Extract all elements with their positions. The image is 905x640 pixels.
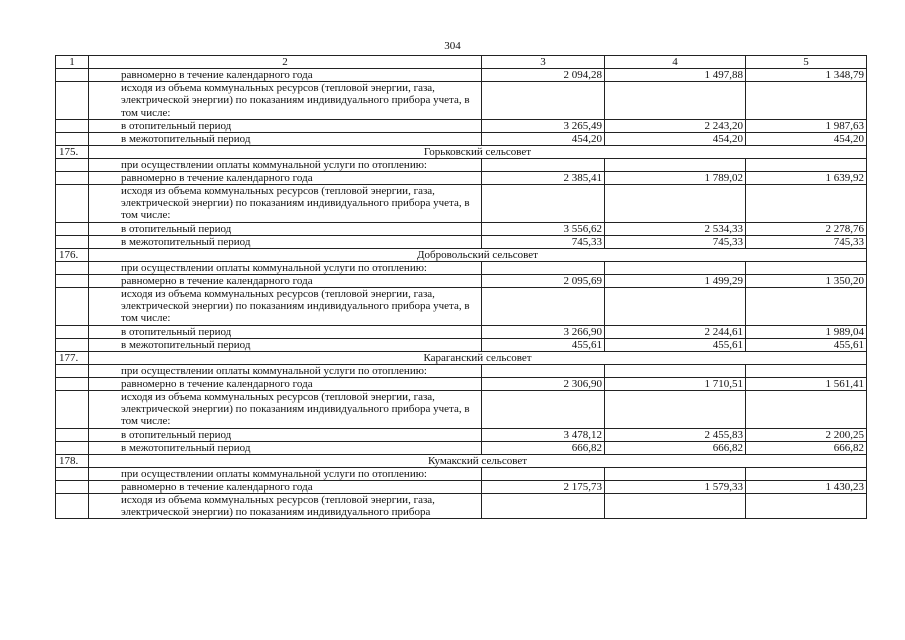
value-col-3: 2 385,41 (482, 171, 605, 184)
section-title: Добровольский сельсовет (89, 248, 867, 261)
value-col-3 (482, 390, 605, 428)
value-col-5 (746, 364, 867, 377)
value-col-4: 1 497,88 (605, 69, 746, 82)
row-label: в межотопительный период (89, 441, 482, 454)
value-col-3: 2 094,28 (482, 69, 605, 82)
value-col-5 (746, 390, 867, 428)
row-index-cell (56, 364, 89, 377)
row-index-cell (56, 184, 89, 222)
value-col-5: 745,33 (746, 235, 867, 248)
section-index: 178. (56, 454, 89, 467)
row-index-cell (56, 467, 89, 480)
table-row (56, 441, 867, 454)
value-col-5 (746, 184, 867, 222)
value-col-3 (482, 467, 605, 480)
value-col-4: 666,82 (605, 441, 746, 454)
value-col-4 (605, 261, 746, 274)
value-col-4: 2 534,33 (605, 222, 746, 235)
value-col-4: 455,61 (605, 338, 746, 351)
section-index: 177. (56, 351, 89, 364)
value-col-4 (605, 287, 746, 325)
row-index-cell (56, 132, 89, 145)
value-col-5: 1 639,92 (746, 171, 867, 184)
row-label: при осуществлении оплаты коммунальной услуги по отоплению: (89, 158, 482, 171)
table-row (56, 171, 867, 184)
section-row (56, 145, 867, 158)
row-label: исходя из объема коммунальных ресурсов (тепловой энергии, газа, электрической энергии) по показаниям индивидуального прибора учета, в том числе: (89, 390, 482, 428)
row-label: равномерно в течение календарного года (89, 274, 482, 287)
value-col-4 (605, 184, 746, 222)
row-index-cell (56, 274, 89, 287)
header-cell-5: 5 (746, 56, 867, 69)
value-col-3: 3 265,49 (482, 119, 605, 132)
value-col-3: 2 306,90 (482, 377, 605, 390)
row-label: при осуществлении оплаты коммунальной услуги по отоплению: (89, 364, 482, 377)
value-col-3 (482, 364, 605, 377)
row-index-cell (56, 235, 89, 248)
row-index-cell (56, 441, 89, 454)
table-row (56, 338, 867, 351)
row-label: в отопительный период (89, 325, 482, 338)
row-label: при осуществлении оплаты коммунальной услуги по отоплению: (89, 261, 482, 274)
value-col-5 (746, 261, 867, 274)
row-label: равномерно в течение календарного года (89, 69, 482, 82)
value-col-3 (482, 158, 605, 171)
value-col-4: 2 244,61 (605, 325, 746, 338)
table-row (56, 467, 867, 480)
row-index-cell (56, 287, 89, 325)
value-col-3: 454,20 (482, 132, 605, 145)
value-col-4: 454,20 (605, 132, 746, 145)
row-label: в отопительный период (89, 222, 482, 235)
value-col-3: 3 556,62 (482, 222, 605, 235)
row-index-cell (56, 493, 89, 519)
row-label: в отопительный период (89, 428, 482, 441)
value-col-5 (746, 82, 867, 120)
header-row (56, 56, 867, 69)
value-col-5: 666,82 (746, 441, 867, 454)
row-label: исходя из объема коммунальных ресурсов (тепловой энергии, газа, электрической энергии) по показаниям индивидуального прибора учета, в том числе: (89, 184, 482, 222)
row-label: при осуществлении оплаты коммунальной услуги по отоплению: (89, 467, 482, 480)
section-index: 175. (56, 145, 89, 158)
row-index-cell (56, 119, 89, 132)
value-col-4: 1 499,29 (605, 274, 746, 287)
value-col-4 (605, 467, 746, 480)
value-col-5: 2 200,25 (746, 428, 867, 441)
value-col-3: 3 478,12 (482, 428, 605, 441)
value-col-5: 1 348,79 (746, 69, 867, 82)
header-cell-2: 2 (89, 56, 482, 69)
table-row (56, 480, 867, 493)
value-col-3: 745,33 (482, 235, 605, 248)
row-index-cell (56, 390, 89, 428)
value-col-4: 745,33 (605, 235, 746, 248)
row-index-cell (56, 325, 89, 338)
header-cell-1: 1 (56, 56, 89, 69)
page-number: 304 (444, 40, 461, 52)
value-col-3 (482, 82, 605, 120)
value-col-5: 1 989,04 (746, 325, 867, 338)
value-col-3: 455,61 (482, 338, 605, 351)
value-col-5 (746, 493, 867, 519)
row-index-cell (56, 338, 89, 351)
value-col-3 (482, 184, 605, 222)
row-label: исходя из объема коммунальных ресурсов (тепловой энергии, газа, электрической энергии) по показаниям индивидуального прибора учета, в том числе: (89, 287, 482, 325)
row-label: равномерно в течение календарного года (89, 377, 482, 390)
table-row-description (56, 184, 867, 222)
table-row (56, 325, 867, 338)
table-row-description (56, 82, 867, 120)
value-col-5 (746, 287, 867, 325)
table-row (56, 132, 867, 145)
row-label: исходя из объема коммунальных ресурсов (тепловой энергии, газа, электрической энергии) по показаниям индивидуального прибора учета, в том числе: (89, 82, 482, 120)
table-row (56, 158, 867, 171)
value-col-5: 1 430,23 (746, 480, 867, 493)
table-row-description (56, 390, 867, 428)
row-label: исходя из объема коммунальных ресурсов (тепловой энергии, газа, электрической энергии) по показаниям индивидуального прибора (89, 493, 482, 519)
value-col-3: 3 266,90 (482, 325, 605, 338)
value-col-4: 1 789,02 (605, 171, 746, 184)
value-col-4 (605, 493, 746, 519)
section-row (56, 248, 867, 261)
row-index-cell (56, 69, 89, 82)
section-title: Кумакский сельсовет (89, 454, 867, 467)
row-index-cell (56, 377, 89, 390)
value-col-5: 454,20 (746, 132, 867, 145)
value-col-4: 1 710,51 (605, 377, 746, 390)
table-row (56, 364, 867, 377)
table-row-description (56, 493, 867, 519)
value-col-5: 2 278,76 (746, 222, 867, 235)
header-cell-3: 3 (482, 56, 605, 69)
row-label: в межотопительный период (89, 132, 482, 145)
table-row (56, 69, 867, 82)
value-col-4: 1 579,33 (605, 480, 746, 493)
table-row (56, 274, 867, 287)
value-col-5: 1 350,20 (746, 274, 867, 287)
value-col-3 (482, 287, 605, 325)
row-label: в межотопительный период (89, 338, 482, 351)
section-row (56, 454, 867, 467)
value-col-3: 666,82 (482, 441, 605, 454)
table-row (56, 235, 867, 248)
value-col-3 (482, 493, 605, 519)
section-title: Караганский сельсовет (89, 351, 867, 364)
tariff-table (55, 55, 867, 519)
value-col-4 (605, 82, 746, 120)
table-row (56, 377, 867, 390)
value-col-5: 455,61 (746, 338, 867, 351)
header-cell-4: 4 (605, 56, 746, 69)
value-col-4 (605, 390, 746, 428)
value-col-4: 2 243,20 (605, 119, 746, 132)
row-index-cell (56, 428, 89, 441)
tariff-table-body (56, 56, 867, 519)
row-index-cell (56, 158, 89, 171)
value-col-4 (605, 158, 746, 171)
row-index-cell (56, 171, 89, 184)
section-row (56, 351, 867, 364)
value-col-5: 1 561,41 (746, 377, 867, 390)
table-row (56, 119, 867, 132)
row-index-cell (56, 222, 89, 235)
row-label: равномерно в течение календарного года (89, 480, 482, 493)
table-row (56, 261, 867, 274)
row-label: равномерно в течение календарного года (89, 171, 482, 184)
row-label: в отопительный период (89, 119, 482, 132)
value-col-5: 1 987,63 (746, 119, 867, 132)
section-title: Горьковский сельсовет (89, 145, 867, 158)
value-col-5 (746, 467, 867, 480)
table-row (56, 222, 867, 235)
row-label: в межотопительный период (89, 235, 482, 248)
value-col-3 (482, 261, 605, 274)
table-row-description (56, 287, 867, 325)
value-col-5 (746, 158, 867, 171)
table-row (56, 428, 867, 441)
value-col-3: 2 175,73 (482, 480, 605, 493)
value-col-4 (605, 364, 746, 377)
row-index-cell (56, 261, 89, 274)
row-index-cell (56, 82, 89, 120)
value-col-3: 2 095,69 (482, 274, 605, 287)
section-index: 176. (56, 248, 89, 261)
row-index-cell (56, 480, 89, 493)
value-col-4: 2 455,83 (605, 428, 746, 441)
